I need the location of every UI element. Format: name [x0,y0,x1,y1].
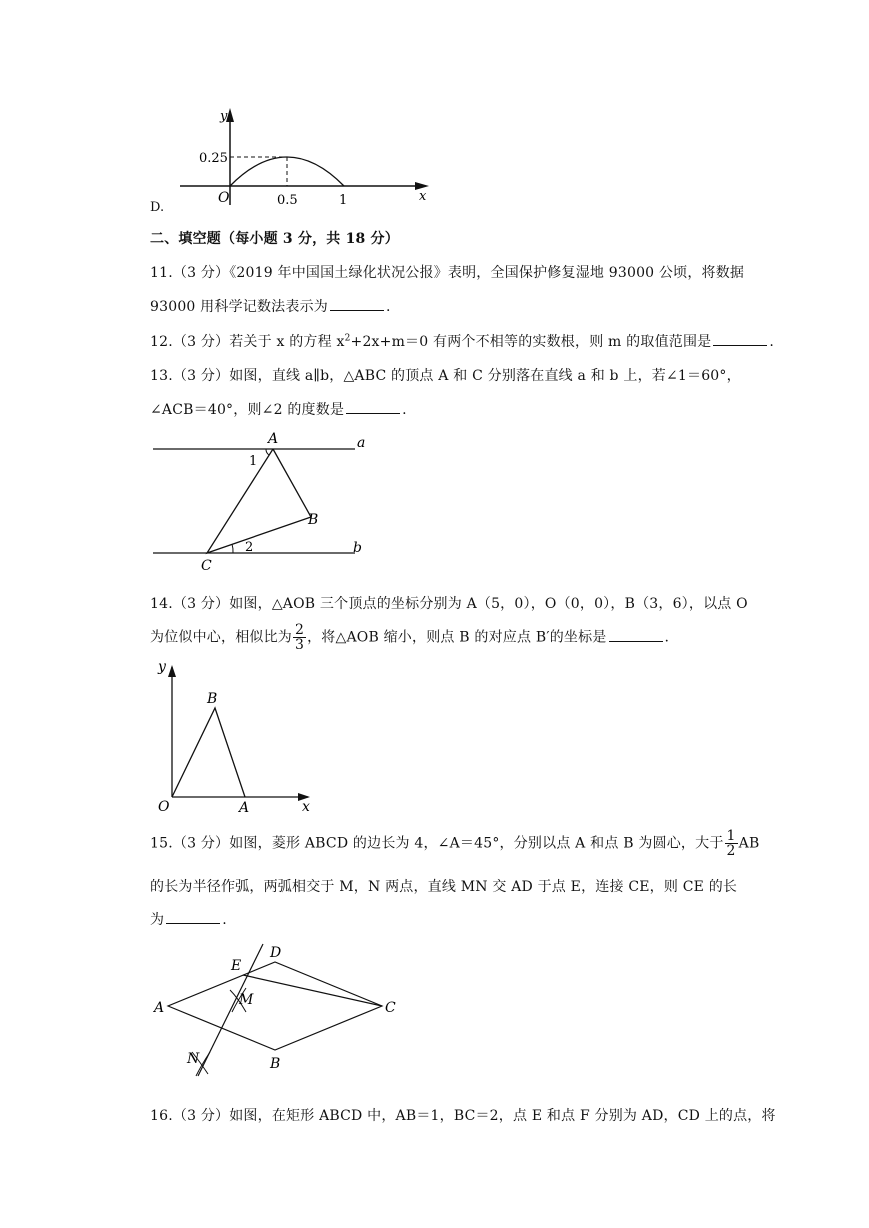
x-axis-label: x [302,799,310,815]
answer-blank [346,401,400,414]
point-b-label: B [207,691,218,707]
q14-line2b: ，将△AOB 缩小，则点 B 的对应点 B′的坐标是 [307,629,607,646]
label-angle-1: 1 [249,454,258,469]
answer-blank [166,911,220,924]
x-end-label: 1 [339,193,348,208]
q13-line2: ∠ACB＝40°，则∠2 的度数是 . [150,402,407,418]
point-a-label: A [154,1000,165,1016]
q15-line1a: 15.（3 分）如图，菱形 ABCD 的边长为 4，∠A＝45°，分别以点 A 和点 B 为圆心，大于 [150,835,724,852]
parallel-lines-figure [145,425,385,575]
q15-line3-text: 为 [150,912,165,928]
q11-line2: 93000 用科学记数法表示为 . [150,299,391,315]
x-mid-label: 0.5 [277,193,298,208]
y-axis-label: y [220,109,228,124]
point-n-label: N [187,1051,200,1067]
label-line-b: b [353,540,362,556]
q16-line1: 16.（3 分）如图，在矩形 ABCD 中，AB＝1，BC＝2，点 E 和点 F 分别为 AD，CD 上的点，将 [150,1108,776,1124]
label-b-point: B [308,512,319,528]
label-line-a: a [357,435,366,451]
rhombus-abcd [168,962,382,1050]
parabola-graph [175,100,440,210]
q13-line1: 13.（3 分）如图，直线 a∥b，△ABC 的顶点 A 和 C 分别落在直线 a 和 b 上，若∠1＝60°， [150,368,741,384]
y-value-label: 0.25 [199,151,228,166]
q15-line2: 的长为半径作弧，两弧相交于 M，N 两点，直线 MN 交 AD 于点 E，连接 CE，则 CE 的长 [150,879,738,895]
q12-line: 12.（3 分）若关于 x 的方程 $x^2+2x+m=0$ 有两个不相等的实数根，则 m 的取值范围是 . [150,333,775,350]
q14-line1: 14.（3 分）如图，△AOB 三个顶点的坐标分别为 A（5，0），O（0，0），B（3，6），以点 O [150,596,748,612]
q12-part2: +2x+m＝0 有两个不相等的实数根，则 m 的取值范围是 [350,334,712,350]
q11-line2-text: 93000 用科学记数法表示为 [150,299,328,315]
x-axis-label: x [419,189,427,204]
angle-2-arc [232,544,233,553]
point-a-label: A [239,800,250,815]
option-d-label: D. [150,200,165,215]
fraction-two-thirds: $\frac{2}{3}$ [295,622,305,653]
label-angle-2: 2 [245,540,254,555]
answer-blank [713,333,767,346]
q14-line2: 为位似中心，相似比为 $\frac{2}{3}$ ，将△AOB 缩小，则点 B 的对应点 B′的坐标是 . [150,622,670,653]
q15-line1b: AB [738,835,760,852]
fraction-one-half: $\frac{1}{2}$ [726,828,736,859]
point-d-label: D [270,945,282,961]
section-heading: 二、填空题（每小题 3 分，共 18 分） [150,231,399,247]
q12-part1: 12.（3 分）若关于 x 的方程 x [150,334,345,350]
origin-label: O [158,799,170,815]
segment-ce [243,975,382,1006]
triangle-abc [207,449,311,553]
q11-line1: 11.（3 分）《2019 年中国国土绿化状况公报》表明，全国保护修复湿地 93000 公顷，将数据 [150,265,745,281]
point-c-label: C [385,1000,396,1016]
coordinate-triangle-figure [150,655,325,815]
label-a-point: A [268,431,279,447]
rhombus-figure [150,940,410,1085]
q12-superscript: 2 [344,333,351,344]
point-m-label: M [239,992,254,1008]
triangle-aob [172,708,245,797]
q13-line2-text: ∠ACB＝40°，则∠2 的度数是 [150,402,345,418]
q15-line3: 为 . [150,912,227,928]
y-axis-label: y [158,659,166,675]
label-c-point: C [201,558,212,574]
origin-label: O [218,190,230,206]
q15-line1 [150,829,759,858]
q14-line2a: 为位似中心，相似比为 [150,629,292,646]
answer-blank [330,298,384,311]
point-b-label: B [270,1056,281,1072]
y-axis-arrow [168,665,176,677]
angle-1-arc [266,449,269,455]
answer-blank [609,629,663,642]
point-e-label: E [231,958,242,974]
